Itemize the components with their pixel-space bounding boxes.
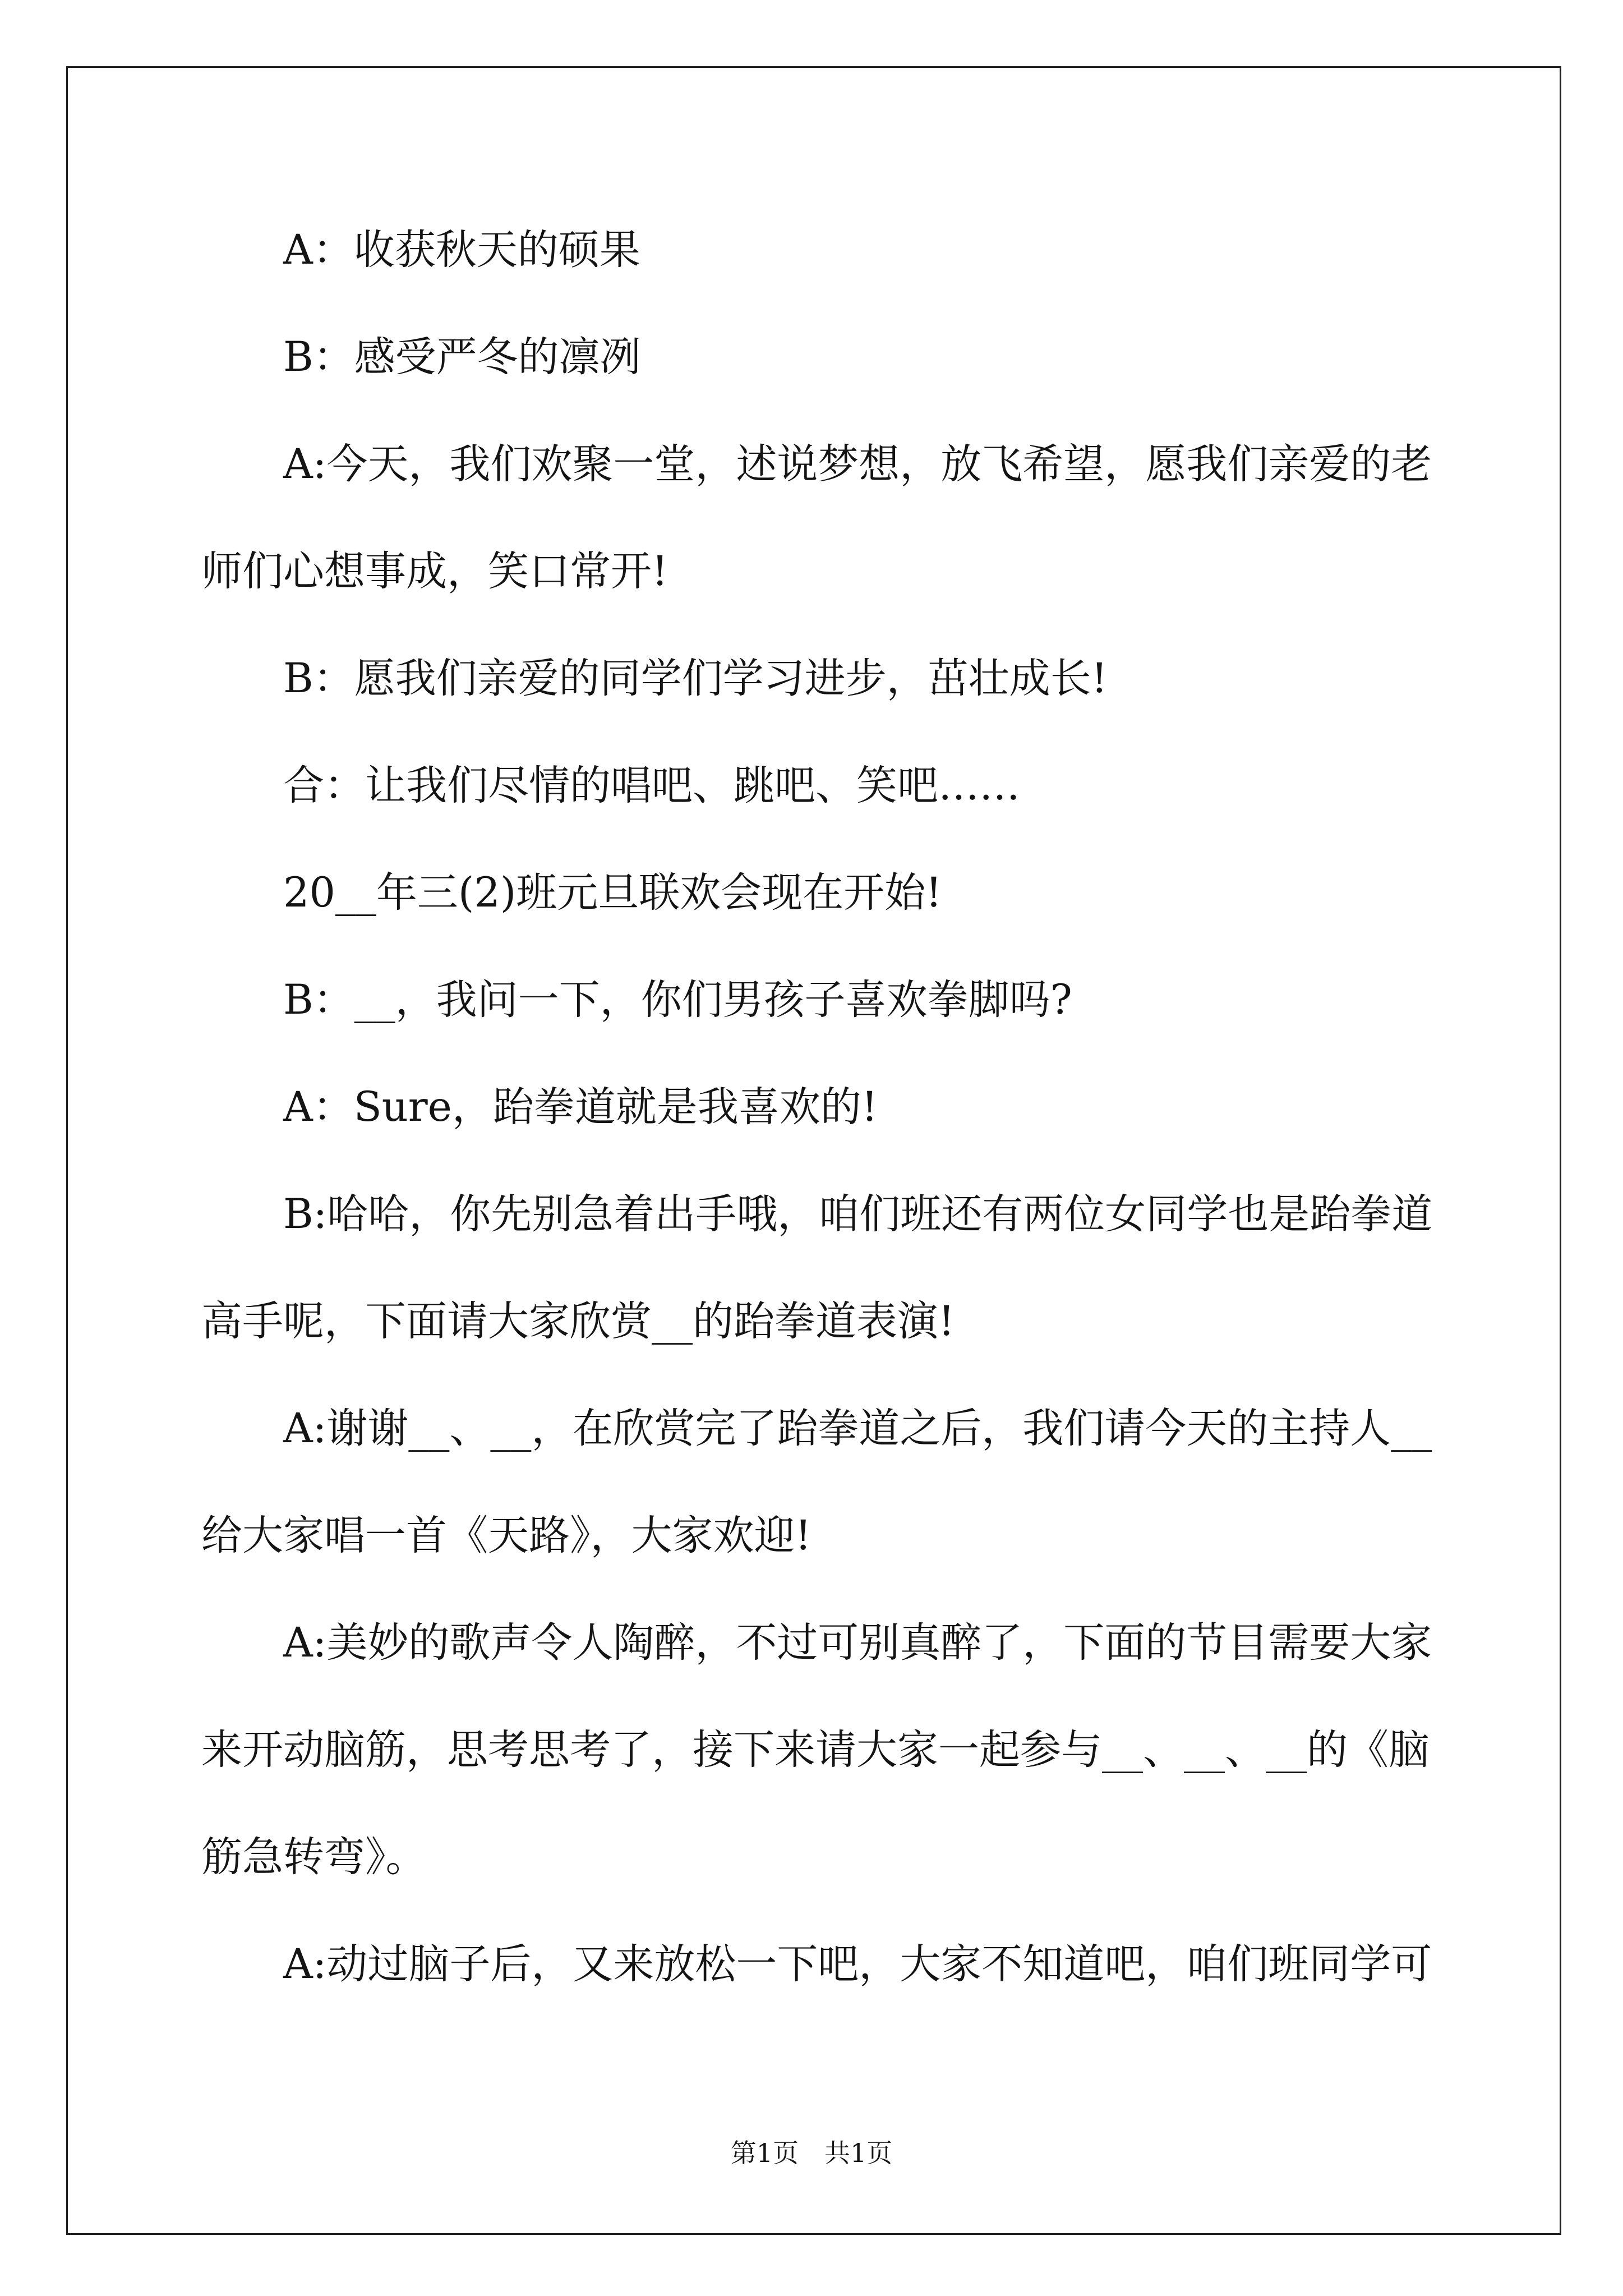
- text-line: 给大家唱一首《天路》，大家欢迎!: [201, 1512, 811, 1559]
- document-body: [201, 196, 1452, 2018]
- page-number-footer: 第1页 共1页: [730, 2138, 893, 2168]
- text-line: B：愿我们亲爱的同学们学习进步，茁壮成长!: [283, 655, 1108, 702]
- text-line: A:谢谢__、__，在欣赏完了跆拳道之后，我们请今天的主持人__: [283, 1405, 1432, 1452]
- text-line: 20__年三(2)班元旦联欢会现在开始!: [283, 869, 942, 917]
- text-line: A:动过脑子后，又来放松一下吧，大家不知道吧，咱们班同学可: [283, 1940, 1432, 1988]
- text-line: 来开动脑筋，思考思考了，接下来请大家一起参与__、__、__的《脑: [201, 1726, 1430, 1774]
- paragraph: [201, 625, 1452, 732]
- paragraph: [201, 732, 1452, 839]
- text-line: 师们心想事成，笑口常开!: [201, 547, 668, 595]
- text-line: A:今天，我们欢聚一堂，述说梦想，放飞希望，愿我们亲爱的老: [283, 440, 1432, 488]
- paragraph: [201, 1589, 1452, 1911]
- paragraph: [201, 1161, 1452, 1375]
- paragraph: [201, 839, 1452, 946]
- text-line: 筋急转弯》。: [201, 1833, 427, 1881]
- paragraph: [201, 411, 1452, 625]
- paragraph: [201, 1053, 1452, 1161]
- text-line: B:哈哈，你先别急着出手哦，咱们班还有两位女同学也是跆拳道: [283, 1190, 1433, 1238]
- text-line: A：收获秋天的硕果: [283, 226, 640, 274]
- paragraph: [201, 946, 1452, 1053]
- paragraph: [201, 1375, 1452, 1589]
- text-line: 高手呢，下面请大家欣赏__的跆拳道表演!: [201, 1297, 955, 1345]
- text-line: A:美妙的歌声令人陶醉，不过可别真醉了，下面的节目需要大家: [283, 1619, 1432, 1667]
- paragraph: [201, 196, 1452, 303]
- text-line: 合：让我们尽情的唱吧、跳吧、笑吧……: [283, 762, 1020, 809]
- text-line: A：Sure，跆拳道就是我喜欢的!: [283, 1083, 878, 1131]
- paragraph: [201, 1911, 1452, 2018]
- text-line: B：__，我问一下，你们男孩子喜欢拳脚吗?: [283, 976, 1072, 1024]
- paragraph: [201, 303, 1452, 411]
- text-line: B：感受严冬的凛冽: [283, 333, 641, 381]
